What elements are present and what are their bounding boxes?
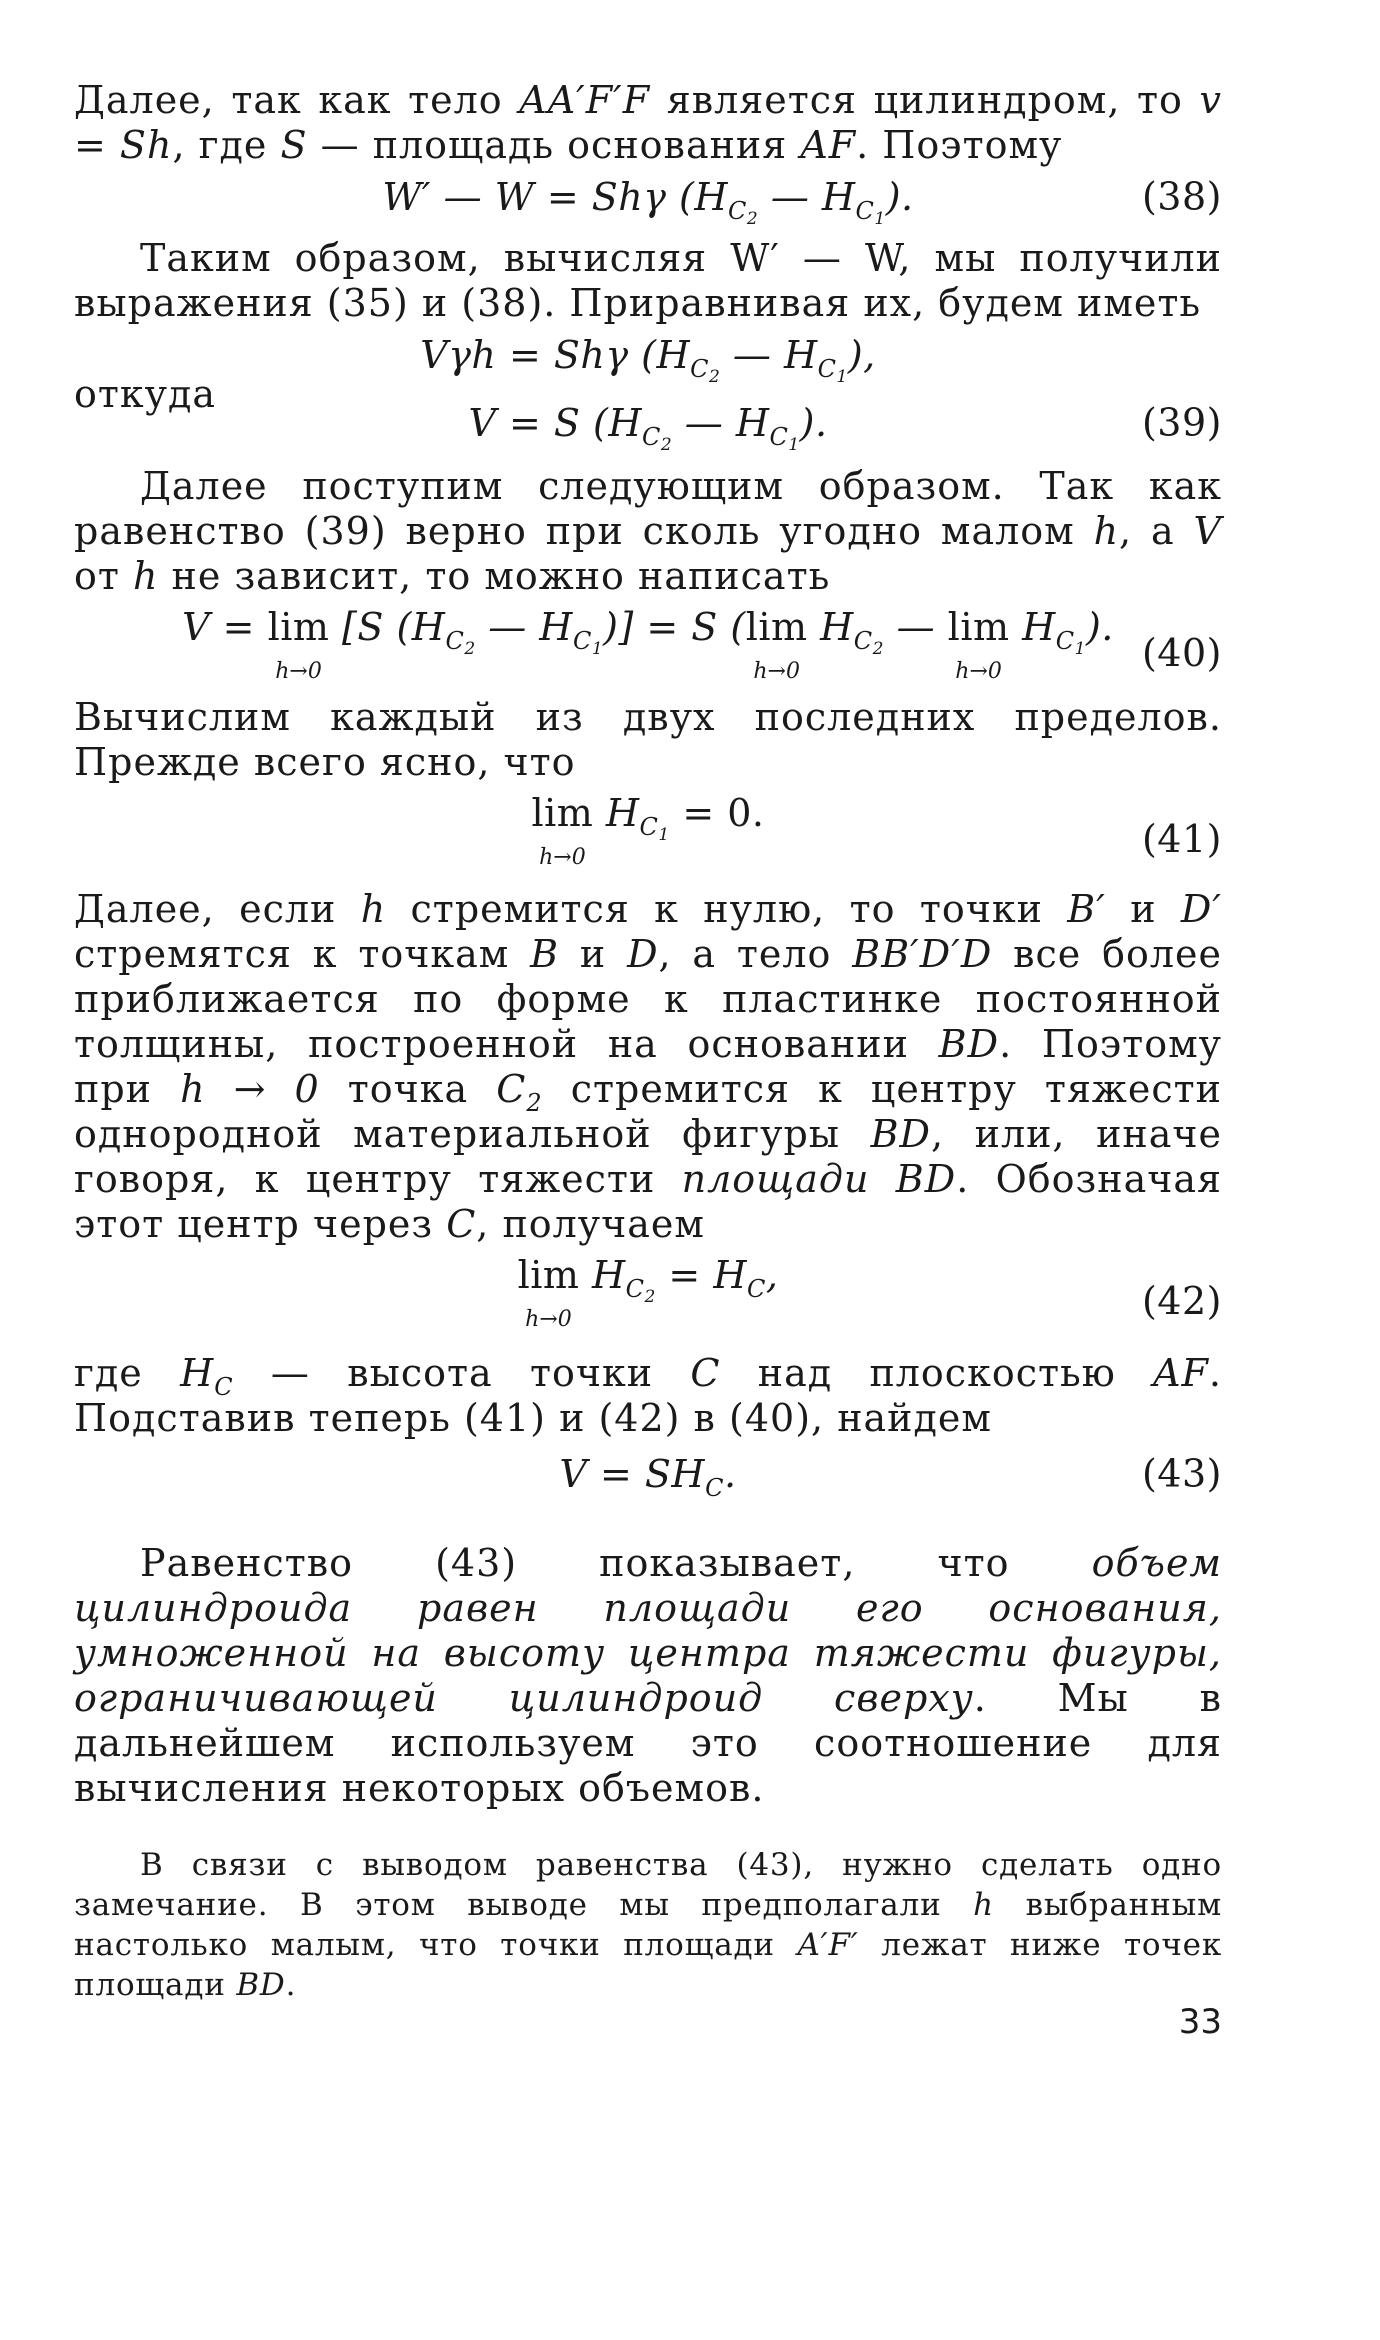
equation-number: (38) (1141, 174, 1222, 219)
equation-39: V = S ($H_{C_2}$ — $H_{C_1}$). (39) (468, 400, 1222, 455)
page-body (74, 78, 1222, 2005)
otkuda-word: откуда (74, 372, 217, 416)
paragraph-2: Таким образом, вычисляя W′ — W, мы получили выражения (35) и (38). Приравнивая их, будем иметь (74, 236, 1222, 325)
otkuda-line (74, 372, 1222, 455)
paragraph-7: Равенство (43) показывает, что объем цилиндроида равен площади его основания, умноженной на высоту центра тяжести фигуры, ограничивающей цилиндроид сверху. Мы в дальнейшем используем это соотношение для вычисления некоторых объемов. (74, 1541, 1222, 1810)
equation-number: (42) (1141, 1279, 1222, 1323)
paragraph-1: Далее, так как тело AA′F′F является цилиндром, то v = Sh, где S — площадь основания AF. Поэтому (74, 78, 1222, 167)
equation-unnumbered: Vγh = Shγ ($H_{C_2}$ — $H_{C_1}$), (420, 332, 876, 387)
equation-number: (39) (1141, 400, 1222, 445)
paragraph-4: Вычислим каждый из двух последних пределов. Прежде всего ясно, что (74, 695, 1222, 784)
equation-38: W′ — W = Shγ ($H_{C_2}$ — $H_{C_1}$). (38) (382, 174, 1222, 229)
page-number: 33 (1178, 2002, 1222, 2042)
equation-42: lim h→0 $H_{C_2} = H_C$, (42) (517, 1253, 1222, 1332)
paragraph-6: где $H_C$ — высота точки C над плоскостью AF. Подставив теперь (41) и (42) в (40), найдем (74, 1351, 1223, 1440)
footnote-remark: В связи с выводом равенства (43), нужно сделать одно замечание. В этом выводе мы предполагали h выбранным настолько малым, что точки площади A′F′ лежат ниже точек площади BD. (74, 1847, 1222, 2003)
equation-43: $V = SH_C$. (43) (559, 1451, 1222, 1502)
equation-41: lim h→0 $H_{C_1} = 0$. (41) (531, 791, 1222, 870)
paragraph-5: Далее, если h стремится к нулю, то точки B′ и D′ стремятся к точкам B и D, а тело BB′D′D все более приближается по форме к пластинке постоянной толщины, построенной на основании BD. Поэтому при h → 0 точка $C_2$ стремится к центру тяжести однородной материальной фигуры BD, или, иначе говоря, к центру тяжести площади BD. Обозначая этот центр через C, получаем (74, 887, 1222, 1246)
paragraph-3: Далее поступим следующим образом. Так как равенство (39) верно при сколь угодно малом h, а V от h не зависит, то можно написать (74, 464, 1222, 598)
equation-40: V = lim h→0 [S ($H_{C_2}$ — $H_{C_1})] = S$ (lim h→0 $H_{C_2}$ — lim h→0 $H_{C_1}$). (40) (182, 605, 1222, 684)
equation-number: (41) (1141, 817, 1222, 861)
equation-number: (43) (1141, 1451, 1222, 1496)
equation-number: (40) (1141, 631, 1222, 675)
